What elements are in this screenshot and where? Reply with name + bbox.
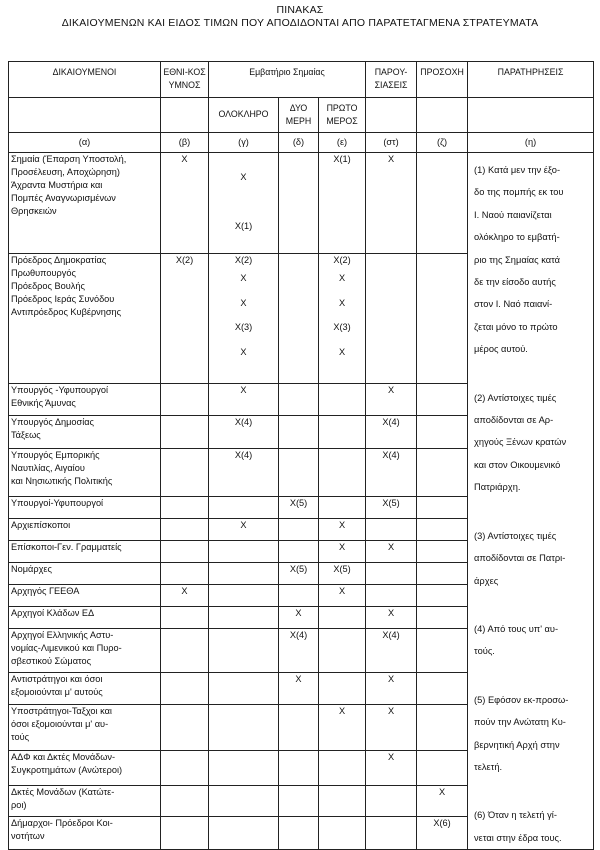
- honors-table: [8, 61, 594, 850]
- entitled-line: Πρόεδρος Δημοκρατίας: [11, 255, 107, 266]
- parade-cell: [366, 606, 417, 628]
- entitled-cell: [9, 705, 161, 751]
- full-cell: [209, 541, 279, 563]
- entitled-line: Υπουργός Δημοσίας: [11, 417, 94, 428]
- attention-cell: [417, 751, 468, 786]
- parade-cell: [366, 519, 417, 541]
- two-parts-cell: [279, 541, 319, 563]
- page-subtitle: ΔΙΚΑΙΟΥΜΕΝΩΝ ΚΑΙ ΕΙΔΟΣ ΤΙΜΩΝ ΠΟΥ ΑΠΟΔΙΔΟΝΤΑΙ ΑΠΟ ΠΑΡΑΤΕΤΑΓΜΕΝΑ ΣΤΡΑΤΕΥΜΑΤΑ: [61, 17, 539, 29]
- attention-cell: [417, 786, 468, 817]
- entitled-line: όσοι εξομοιούνται μ' αυ-: [11, 719, 109, 730]
- full-cell: [209, 817, 279, 850]
- mark: X: [338, 346, 346, 357]
- remark-line: τούς.: [474, 646, 495, 657]
- attention-cell: [417, 383, 468, 416]
- anthem-cell: [161, 254, 209, 383]
- two-parts-cell: [279, 705, 319, 751]
- first-part-cell: [319, 817, 366, 850]
- two-parts-cell: [279, 751, 319, 786]
- anthem-cell: [161, 153, 209, 254]
- mark: X: [438, 787, 446, 798]
- attention-cell: [417, 817, 468, 850]
- entitled-line: ΑΔΦ και Δκτές Μονάδων-: [11, 752, 116, 763]
- remark-note: [474, 525, 589, 592]
- full-cell: [209, 563, 279, 585]
- header-two-parts: ΔΥΟ ΜΕΡΗ: [279, 98, 319, 133]
- remark-line: (6) Όταν η τελετή γί-: [474, 810, 557, 821]
- column-letter: (ζ): [417, 133, 468, 153]
- column-letter: (στ): [366, 133, 417, 153]
- remark-line: αποδίδονται σε Αρ-: [474, 415, 554, 426]
- full-cell: [209, 628, 279, 672]
- remark-line: ζεται μόνο το πρώτο: [474, 321, 558, 332]
- parade-cell: [366, 786, 417, 817]
- header-first-part: ΠΡΩΤΟ ΜΕΡΟΣ: [319, 98, 366, 133]
- parade-cell: [366, 541, 417, 563]
- parade-cell: [366, 254, 417, 383]
- entitled-cell: [9, 153, 161, 254]
- entitled-line: Αρχηγοί Ελληνικής Αστυ-: [11, 629, 114, 640]
- full-cell: [209, 672, 279, 705]
- remark-line: τελετή.: [474, 761, 503, 772]
- table-row: [9, 153, 594, 254]
- parade-cell: [366, 672, 417, 705]
- header-attention: ΠΡΟΣΟΧΗ: [417, 62, 468, 98]
- header-remarks: ΠΑΡΑΤΗΡΗΣΕΙΣ: [468, 62, 594, 98]
- remarks-cell: [468, 153, 594, 850]
- mark: [211, 196, 276, 221]
- entitled-line: Πρωθυπουργός: [11, 268, 76, 279]
- remark-line: (1) Κατά μεν την έξο-: [474, 165, 561, 175]
- mark: X: [387, 154, 395, 164]
- remark-line: νεται στην έδρα τους.: [474, 832, 562, 843]
- mark: X: [387, 542, 395, 553]
- entitled-cell: [9, 449, 161, 497]
- entitled-line: Συγκροτημάτων (Ανώτεροι): [11, 765, 123, 776]
- entitled-line: και Νησιωτικής Πολιτικής: [11, 476, 113, 487]
- mark: X(4): [289, 629, 308, 640]
- full-cell: [209, 751, 279, 786]
- first-part-cell: [319, 449, 366, 497]
- parade-cell: [366, 751, 417, 786]
- full-cell: [209, 254, 279, 383]
- first-part-cell: [319, 628, 366, 672]
- mark: X: [240, 172, 247, 182]
- anthem-cell: [161, 751, 209, 786]
- attention-cell: [417, 416, 468, 449]
- remark-note: [474, 618, 589, 663]
- column-letter: (δ): [279, 133, 319, 153]
- mark: X(5): [382, 498, 400, 509]
- first-part-cell: [319, 786, 366, 817]
- anthem-cell: [161, 628, 209, 672]
- mark: X: [338, 273, 346, 284]
- entitled-line: Πρόεδρος Βουλής: [11, 281, 85, 292]
- first-part-cell: [319, 497, 366, 519]
- remark-note: [474, 804, 589, 849]
- entitled-line: σβεστικού Σώματος: [11, 655, 92, 666]
- entitled-line: ροι): [11, 800, 27, 811]
- remark-line: χηγούς Ξένων κρατών: [474, 437, 567, 448]
- full-cell: [209, 497, 279, 519]
- remark-line: Πατριάρχη.: [474, 482, 521, 493]
- mark: X(5): [289, 564, 308, 575]
- entitled-line: εξομοιούνται μ' αυτούς: [11, 686, 103, 697]
- mark: X: [295, 607, 302, 618]
- parade-cell: [366, 705, 417, 751]
- entitled-cell: [9, 751, 161, 786]
- anthem-cell: [161, 606, 209, 628]
- attention-cell: [417, 628, 468, 672]
- entitled-cell: [9, 254, 161, 383]
- attention-cell: [417, 519, 468, 541]
- anthem-cell: [161, 449, 209, 497]
- entitled-line: νοτήτων: [11, 831, 45, 842]
- entitled-line: τούς: [11, 732, 30, 743]
- remark-line: (3) Αντίστοιχες τιμές: [474, 530, 557, 541]
- entitled-line: νομίας-Λιμενικού και Πυρο-: [11, 642, 122, 653]
- mark: X(1): [333, 154, 351, 164]
- mark: X: [387, 607, 395, 618]
- first-part-cell: [319, 519, 366, 541]
- mark: X(4): [382, 450, 400, 461]
- parade-cell: [366, 497, 417, 519]
- entitled-cell: [9, 519, 161, 541]
- parade-cell: [366, 449, 417, 497]
- first-part-cell: [319, 705, 366, 751]
- mark: X(4): [234, 450, 253, 461]
- mark: X(5): [333, 564, 351, 575]
- mark: X: [387, 706, 395, 717]
- anthem-cell: [161, 705, 209, 751]
- attention-cell: [417, 449, 468, 497]
- column-letter: (β): [161, 133, 209, 153]
- anthem-cell: [161, 563, 209, 585]
- remark-line: ριο της Σημαίας κατά: [474, 254, 561, 265]
- remark-line: και στον Οικουμενικό: [474, 459, 561, 470]
- mark: X: [240, 520, 247, 531]
- anthem-cell: [161, 497, 209, 519]
- two-parts-cell: [279, 449, 319, 497]
- mark: X(3): [333, 322, 351, 333]
- two-parts-cell: [279, 153, 319, 254]
- attention-cell: [417, 541, 468, 563]
- column-letter: (ε): [319, 133, 366, 153]
- parade-cell: [366, 628, 417, 672]
- mark: X(2): [234, 255, 253, 266]
- entitled-line: Προσέλευση, Αποχώρηση): [11, 167, 120, 177]
- mark: X(4): [382, 629, 400, 640]
- anthem-cell: [161, 541, 209, 563]
- two-parts-cell: [279, 628, 319, 672]
- mark: X: [240, 273, 247, 284]
- full-cell: [209, 153, 279, 254]
- entitled-line: Ναυτιλίας, Αιγαίου: [11, 463, 85, 474]
- entitled-line: Υποστράτηγοι-Ταξχοι και: [11, 706, 112, 717]
- column-letter: (γ): [209, 133, 279, 153]
- entitled-line: Δκτές Μονάδων (Κατώτε-: [11, 787, 115, 798]
- entitled-cell: [9, 563, 161, 585]
- first-part-cell: [319, 672, 366, 705]
- first-part-cell: [319, 541, 366, 563]
- entitled-line: Αντιπρόεδρος Κυβέρνησης: [11, 307, 122, 318]
- remark-line: ολόκληρο το εμβατή-: [474, 232, 560, 243]
- parade-cell: [366, 416, 417, 449]
- entitled-cell: [9, 383, 161, 416]
- remark-line: (4) Από τους υπ' αυ-: [474, 623, 559, 634]
- attention-cell: [417, 254, 468, 383]
- remark-note: [474, 387, 589, 499]
- mark: X: [338, 542, 346, 553]
- entitled-cell: [9, 786, 161, 817]
- first-part-cell: [319, 751, 366, 786]
- full-cell: [209, 383, 279, 416]
- remark-line: δο της πομπής εκ του: [474, 187, 564, 198]
- parade-cell: [366, 817, 417, 850]
- entitled-line: Επίσκοποι-Γεν. Γραμματείς: [11, 542, 122, 553]
- entitled-line: Νομάρχες: [11, 564, 52, 575]
- attention-cell: [417, 672, 468, 705]
- mark: X(4): [234, 417, 253, 428]
- mark: X(3): [234, 322, 253, 333]
- entitled-line: Άχραντα Μυστήρια και: [11, 180, 103, 190]
- attention-cell: [417, 153, 468, 254]
- first-part-cell: [319, 153, 366, 254]
- anthem-cell: [161, 672, 209, 705]
- attention-cell: [417, 563, 468, 585]
- two-parts-cell: [279, 786, 319, 817]
- entitled-line: Υπουργός Εμπορικής: [11, 450, 100, 461]
- remark-line: Ι. Ναού παιανίζεται: [474, 209, 552, 220]
- mark: X: [295, 673, 302, 684]
- full-cell: [209, 519, 279, 541]
- column-letter: (α): [9, 133, 161, 153]
- mark: X: [387, 752, 395, 763]
- entitled-line: Αρχηγός ΓΕΕΘΑ: [11, 585, 80, 596]
- remark-line: άρχες: [474, 575, 499, 586]
- header-flag-march: Εμβατήριο Σημαίας: [209, 62, 366, 98]
- remark-line: (2) Αντίστοιχες τιμές: [474, 392, 557, 403]
- full-cell: [209, 449, 279, 497]
- anthem-cell: [161, 519, 209, 541]
- mark: X(2): [333, 255, 351, 266]
- entitled-line: Αρχιεπίσκοποι: [11, 520, 71, 531]
- mark: X: [240, 346, 247, 357]
- entitled-cell: [9, 628, 161, 672]
- remark-note: [474, 689, 589, 779]
- full-cell: [209, 416, 279, 449]
- entitled-line: Πομπές Αναγνωρισμένων: [11, 193, 116, 203]
- anthem-cell: [161, 584, 209, 606]
- entitled-cell: [9, 584, 161, 606]
- header-anthem: ΕΘΝΙ-ΚΟΣ ΥΜΝΟΣ: [161, 62, 209, 98]
- two-parts-cell: [279, 584, 319, 606]
- anthem-cell: [161, 383, 209, 416]
- first-part-cell: [319, 584, 366, 606]
- two-parts-cell: [279, 416, 319, 449]
- first-part-cell: [319, 254, 366, 383]
- header-parade: ΠΑΡΟΥ-ΣΙΑΣΕΙΣ: [366, 62, 417, 98]
- full-cell: [209, 786, 279, 817]
- parade-cell: [366, 563, 417, 585]
- mark: X(4): [382, 417, 400, 428]
- two-parts-cell: [279, 497, 319, 519]
- column-letter: (η): [468, 133, 594, 153]
- entitled-line: Εθνικής Άμυνας: [11, 397, 76, 408]
- first-part-cell: [319, 563, 366, 585]
- mark: X: [181, 585, 188, 596]
- header-full: ΟΛΟΚΛΗΡΟ: [209, 98, 279, 133]
- first-part-cell: [319, 416, 366, 449]
- two-parts-cell: [279, 672, 319, 705]
- attention-cell: [417, 606, 468, 628]
- entitled-cell: [9, 416, 161, 449]
- entitled-line: Θρησκειών: [11, 206, 57, 216]
- parade-cell: [366, 584, 417, 606]
- mark: X(5): [289, 498, 308, 509]
- mark: X: [338, 520, 346, 531]
- parade-cell: [366, 153, 417, 254]
- mark: X: [387, 384, 395, 395]
- remark-line: μέρος αυτού.: [474, 344, 528, 355]
- entitled-cell: [9, 672, 161, 705]
- mark: X(1): [234, 221, 253, 231]
- entitled-line: Δήμαρχοι- Πρόεδροι Κοι-: [11, 818, 113, 829]
- full-cell: [209, 705, 279, 751]
- entitled-line: Υπουργός -Υφυπουργοί: [11, 384, 109, 395]
- entitled-line: Αντιστράτηγοι και όσοι: [11, 673, 103, 684]
- entitled-cell: [9, 817, 161, 850]
- remark-line: βερνητική Αρχή στην: [474, 739, 560, 750]
- anthem-cell: [161, 416, 209, 449]
- header-entitled: ΔΙΚΑΙΟΥΜΕΝΟΙ: [9, 62, 161, 98]
- mark: X: [338, 297, 346, 308]
- mark: X: [240, 297, 247, 308]
- mark: X(6): [433, 818, 451, 829]
- mark: X: [387, 673, 395, 684]
- mark: X(2): [175, 255, 194, 266]
- mark: X: [338, 706, 346, 717]
- parade-cell: [366, 383, 417, 416]
- remark-note: [474, 159, 589, 361]
- remark-line: αποδίδονται σε Πατρι-: [474, 553, 566, 564]
- full-cell: [209, 584, 279, 606]
- entitled-cell: [9, 606, 161, 628]
- entitled-cell: [9, 541, 161, 563]
- two-parts-cell: [279, 563, 319, 585]
- attention-cell: [417, 497, 468, 519]
- entitled-cell: [9, 497, 161, 519]
- attention-cell: [417, 584, 468, 606]
- entitled-line: Υπουργοί-Υφυπουργοί: [11, 498, 104, 509]
- mark: [211, 153, 276, 171]
- entitled-line: Πρόεδρος Ιεράς Συνόδου: [11, 294, 115, 305]
- first-part-cell: [319, 383, 366, 416]
- page-title: ΠΙΝΑΚΑΣ: [276, 4, 324, 16]
- remark-line: πούν την Ανώτατη Κυ-: [474, 717, 566, 728]
- two-parts-cell: [279, 519, 319, 541]
- remark-line: (5) Εφόσον εκ-προσω-: [474, 694, 569, 705]
- mark: X: [338, 585, 346, 596]
- remark-line: δε την είσοδο αυτής: [474, 277, 556, 288]
- remark-line: στον Ι. Ναό παιανί-: [474, 299, 553, 310]
- entitled-line: Τάξεως: [11, 430, 41, 441]
- entitled-line: Αρχηγοί Κλάδων ΕΔ: [11, 607, 95, 618]
- full-cell: [209, 606, 279, 628]
- mark: X: [181, 154, 188, 164]
- anthem-cell: [161, 786, 209, 817]
- two-parts-cell: [279, 254, 319, 383]
- entitled-line: Σημαία (Έπαρση Υποστολή,: [11, 154, 127, 164]
- mark: X: [240, 384, 247, 395]
- first-part-cell: [319, 606, 366, 628]
- two-parts-cell: [279, 383, 319, 416]
- attention-cell: [417, 705, 468, 751]
- two-parts-cell: [279, 606, 319, 628]
- two-parts-cell: [279, 817, 319, 850]
- anthem-cell: [161, 817, 209, 850]
